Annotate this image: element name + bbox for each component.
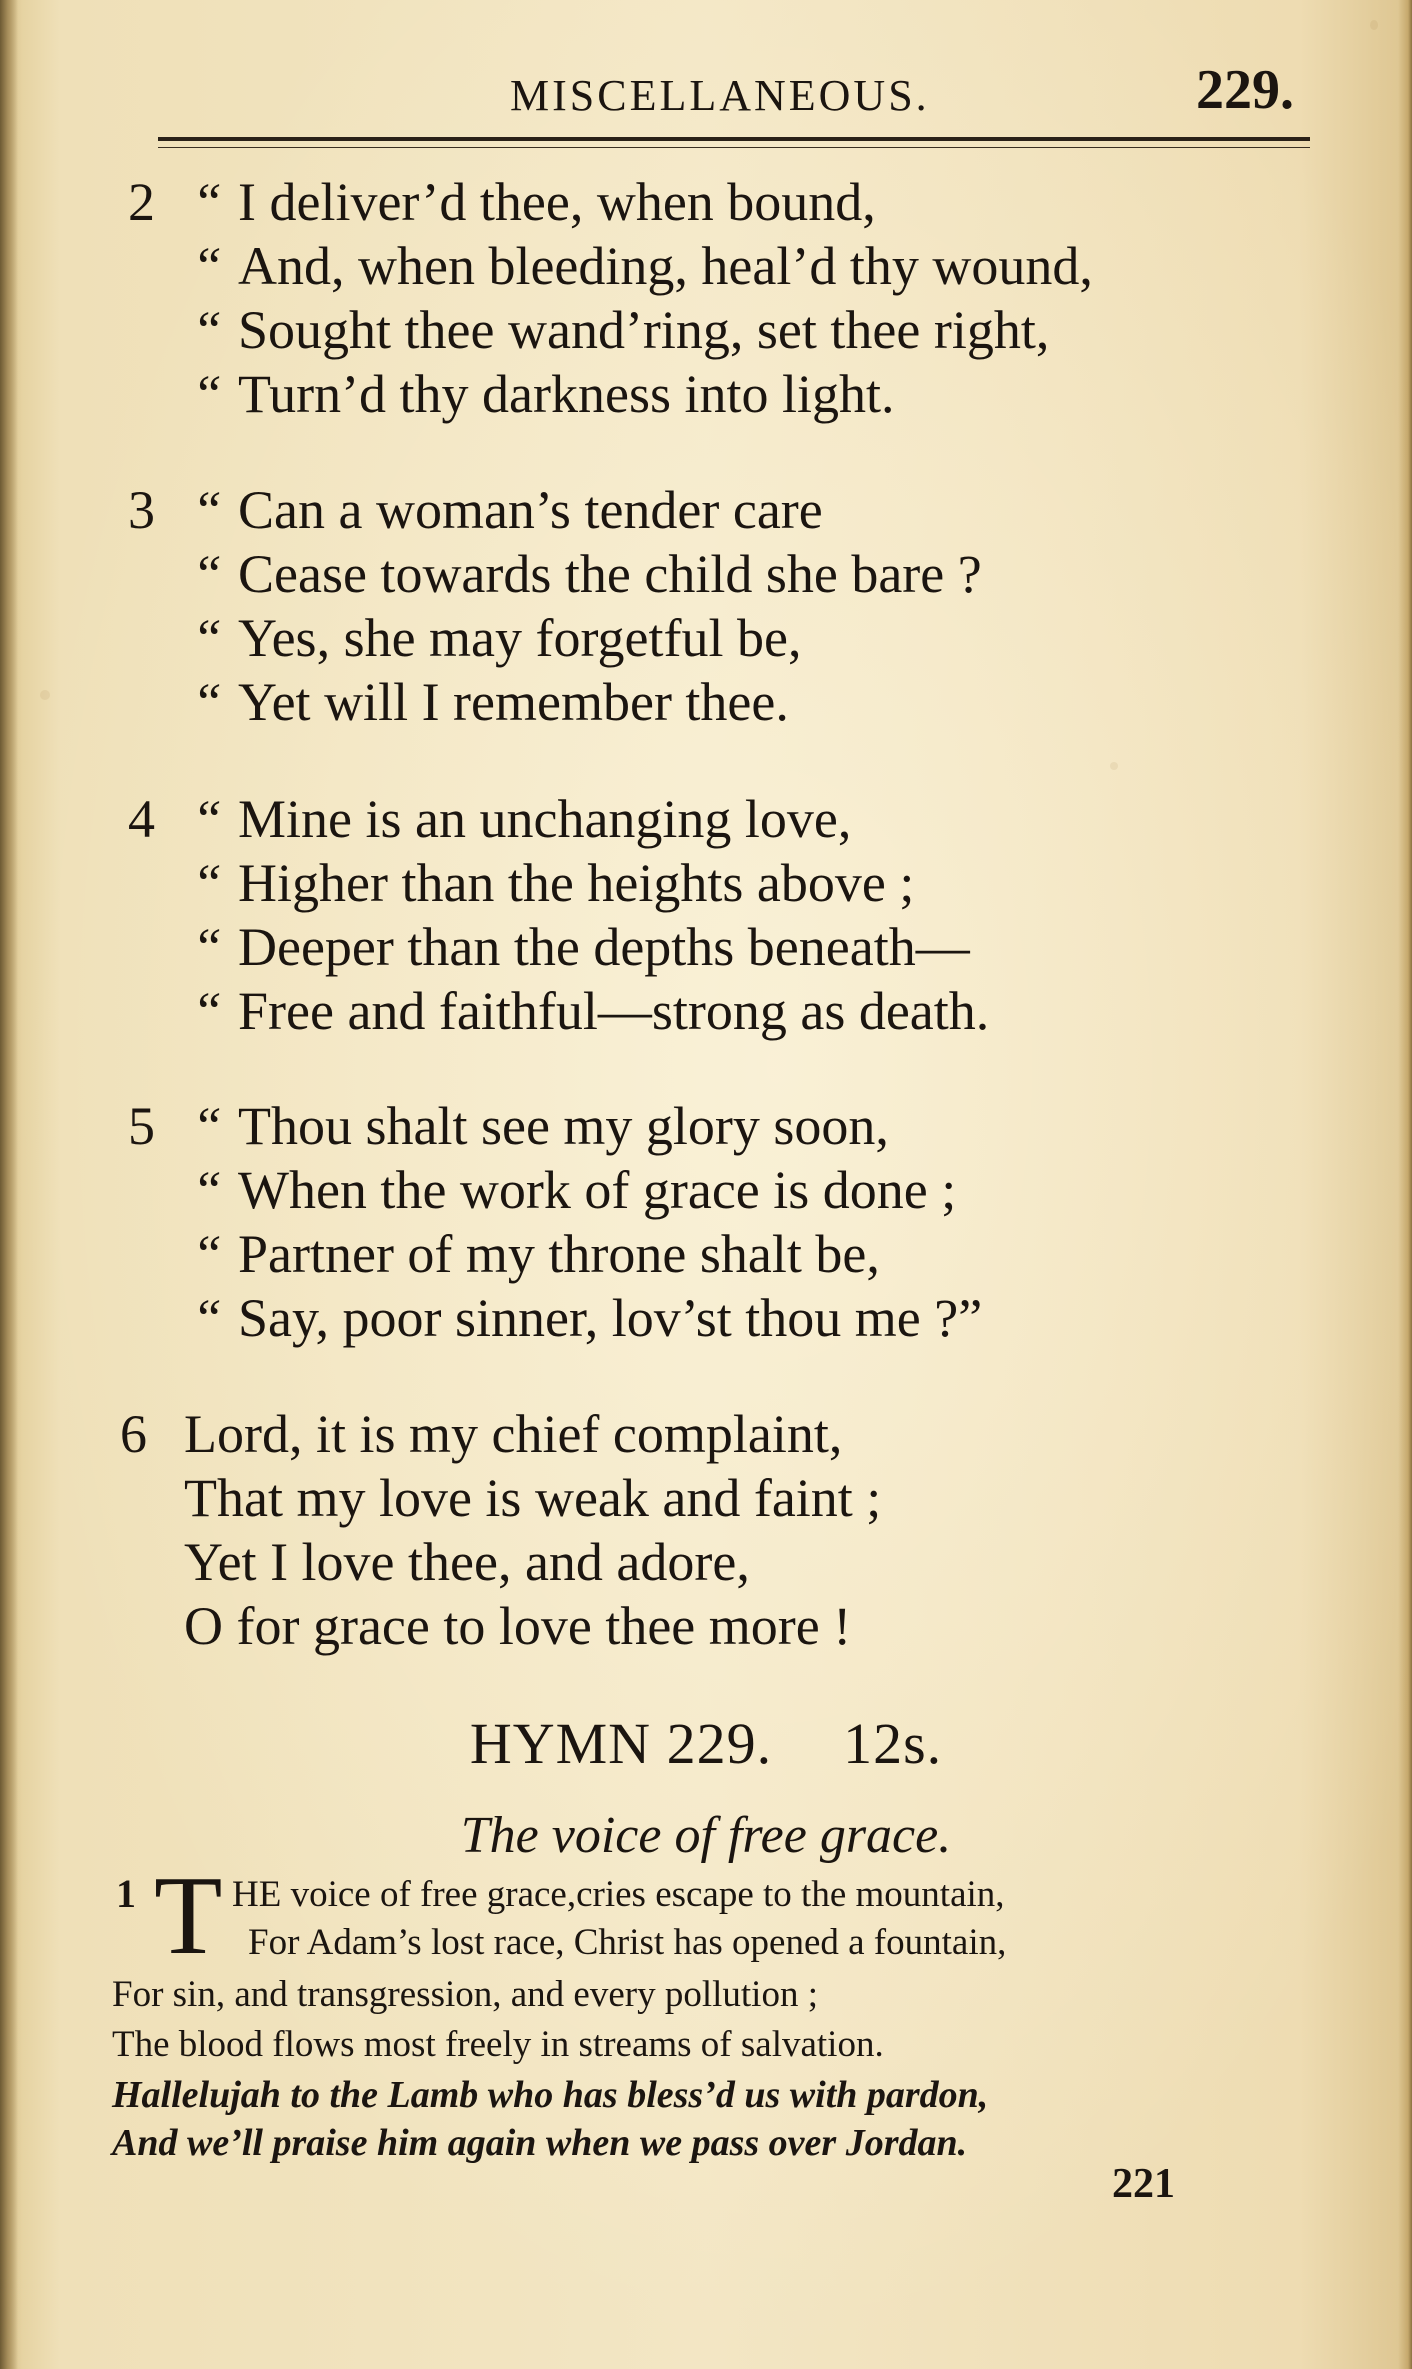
quote-mark: “ xyxy=(192,789,223,849)
stanza-number: 5 xyxy=(128,1096,155,1156)
verse-line xyxy=(192,979,989,1043)
paper-spot xyxy=(1370,20,1378,30)
binding-shadow xyxy=(0,0,18,2369)
verse-line xyxy=(192,478,823,542)
quote-mark: “ xyxy=(192,672,223,732)
quote-mark: “ xyxy=(192,172,223,232)
line-text: Sought thee wand’ring, set thee right, xyxy=(238,300,1050,360)
stanza-number: 4 xyxy=(128,789,155,849)
verse-line: For Adam’s lost race, Christ has opened a fountain, xyxy=(248,1922,1007,1963)
line-text: Cease towards the child she bare ? xyxy=(238,544,982,604)
hymn-title: HYMN 229. xyxy=(469,1711,773,1776)
quote-mark: “ xyxy=(192,853,223,913)
quote-mark: “ xyxy=(192,364,223,424)
quote-mark: “ xyxy=(192,1096,223,1156)
running-head-title: MISCELLANEOUS. xyxy=(510,71,930,120)
verse-number: 1 xyxy=(116,1871,136,1916)
line-text: That my love is weak and faint ; xyxy=(184,1468,882,1528)
quote-mark: “ xyxy=(192,1224,223,1284)
verse-line xyxy=(192,915,970,979)
quote-mark: “ xyxy=(192,981,223,1041)
quote-mark: “ xyxy=(192,480,223,540)
verse-line xyxy=(192,362,895,426)
paper-spot xyxy=(40,690,50,700)
header-rule-thin xyxy=(158,147,1310,148)
verse-line xyxy=(192,670,789,734)
line-text: Thou shalt see my glory soon, xyxy=(238,1096,889,1156)
verse-line: The blood flows most freely in streams of salvation. xyxy=(112,2024,884,2065)
verse-line xyxy=(184,1594,851,1658)
verse-line xyxy=(184,1402,842,1466)
line-text: Mine is an unchanging love, xyxy=(238,789,852,849)
verse-line xyxy=(184,1530,750,1594)
page-edge xyxy=(1398,0,1412,2369)
line-text: Partner of my throne shalt be, xyxy=(238,1224,880,1284)
page-number: 229. xyxy=(1196,59,1294,121)
line-text: Yet I love thee, and adore, xyxy=(184,1532,750,1592)
verse-line xyxy=(192,170,876,234)
quote-mark: “ xyxy=(192,300,223,360)
verse-line xyxy=(192,1222,880,1286)
verse-line: For sin, and transgression, and every pollution ; xyxy=(112,1974,818,2015)
hymn-subtitle: The voice of free grace. xyxy=(460,1807,952,1864)
quote-mark: “ xyxy=(192,1288,223,1348)
verse-line xyxy=(192,851,914,915)
quote-mark: “ xyxy=(192,608,223,668)
verse-line xyxy=(192,1158,956,1222)
verse-line xyxy=(192,606,801,670)
stanza-number: 3 xyxy=(128,480,155,540)
quote-mark: “ xyxy=(192,1160,223,1220)
paper-spot xyxy=(1110,762,1118,770)
line-text: Can a woman’s tender care xyxy=(238,480,823,540)
line-text: Yet will I remember thee. xyxy=(238,672,789,732)
signature-number: 221 xyxy=(1112,2161,1175,2207)
verse-line xyxy=(192,1094,889,1158)
line-text: Higher than the heights above ; xyxy=(238,853,915,913)
chorus-line: And we’ll praise him again when we pass over Jordan. xyxy=(112,2122,968,2164)
verse-line xyxy=(192,298,1049,362)
stanza-number: 6 xyxy=(120,1404,147,1464)
hymn-heading xyxy=(0,1710,1412,1777)
stanza-number: 2 xyxy=(128,172,155,232)
line-text: O for grace to love thee more ! xyxy=(184,1596,852,1656)
verse-line xyxy=(184,1466,881,1530)
line-text: And, when bleeding, heal’d thy wound, xyxy=(238,236,1093,296)
line-text: When the work of grace is done ; xyxy=(238,1160,957,1220)
line-text: Free and faithful—strong as death. xyxy=(238,981,990,1041)
line-text: Say, poor sinner, lov’st thou me ?” xyxy=(238,1288,983,1348)
quote-mark: “ xyxy=(192,236,223,296)
verse-line xyxy=(192,234,1093,298)
quote-mark: “ xyxy=(192,544,223,604)
header-rule xyxy=(158,137,1310,141)
line-text: Deeper than the depths beneath— xyxy=(238,917,970,977)
hymn-meter: 12s. xyxy=(843,1711,943,1776)
verse-line xyxy=(192,1286,982,1350)
verse-line: HE voice of free grace,cries escape to the mountain, xyxy=(232,1874,1005,1915)
chorus-line: Hallelujah to the Lamb who has bless’d us with pardon, xyxy=(112,2074,989,2116)
verse-line xyxy=(192,787,851,851)
line-text: Lord, it is my chief complaint, xyxy=(184,1404,843,1464)
verse-line xyxy=(192,542,982,606)
line-text: I deliver’d thee, when bound, xyxy=(238,172,876,232)
drop-cap: T xyxy=(154,1854,223,1978)
line-text: Turn’d thy darkness into light. xyxy=(238,364,895,424)
line-text: Yes, she may forgetful be, xyxy=(238,608,802,668)
quote-mark: “ xyxy=(192,917,223,977)
